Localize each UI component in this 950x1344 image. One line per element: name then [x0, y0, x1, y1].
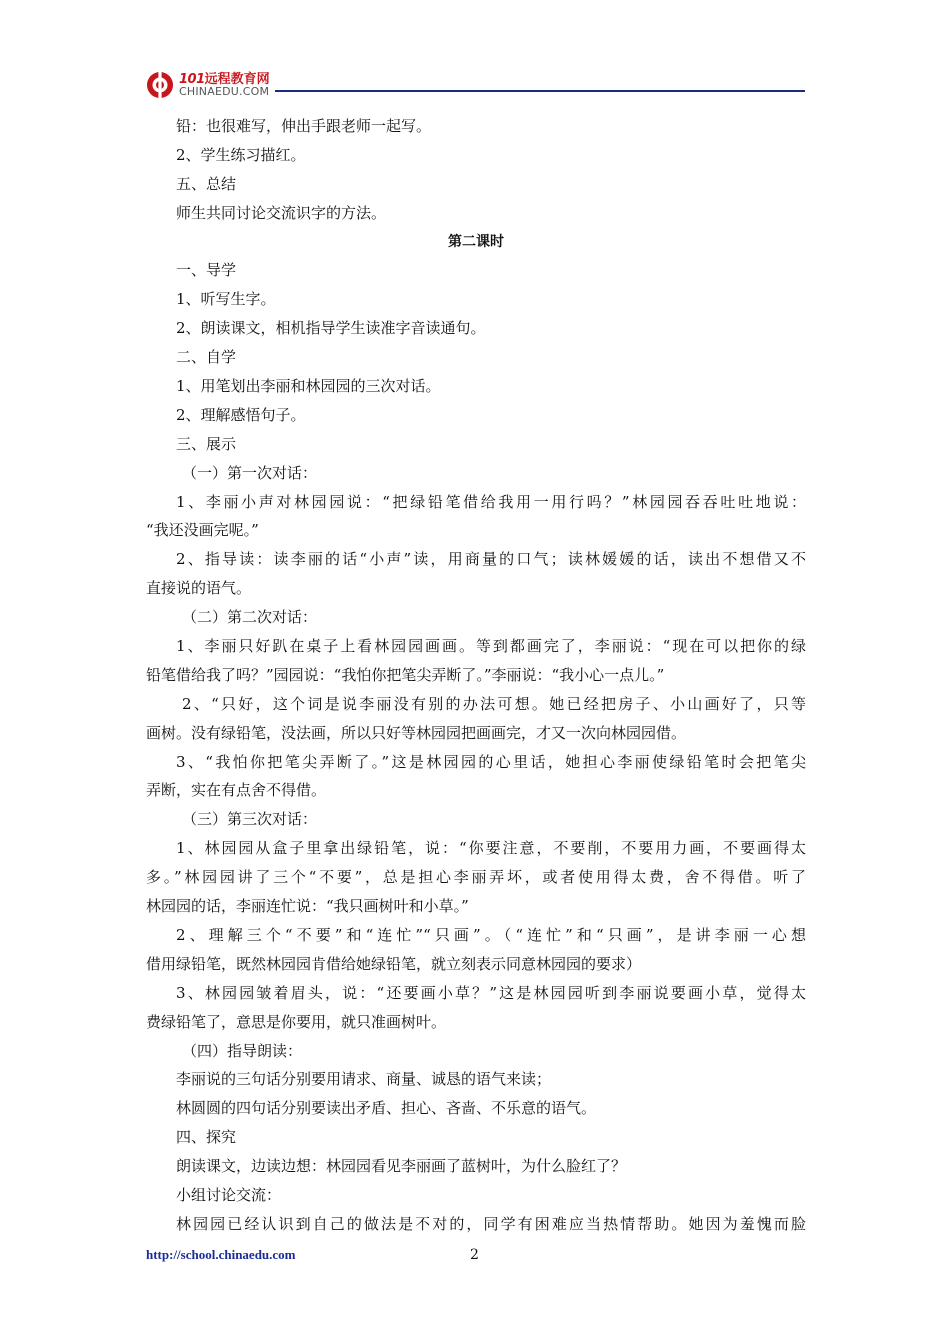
logo-number: 101 — [179, 72, 205, 87]
logo-chinese-text: 远程教育网 — [204, 72, 270, 87]
paragraph-line: 铅笔借给我了吗？”园园说：“我怕你把笔尖弄断了。”李丽说：“我小心一点儿。” — [146, 665, 665, 684]
paragraph-line: 2、指导读：读李丽的话“小声”读，用商量的口气；读林媛媛的话，读出不想借又不 — [176, 550, 806, 569]
section-heading: 四、探究 — [176, 1128, 237, 1147]
paragraph-line: 3、“我怕你把笔尖弄断了。”这是林园园的心里话，她担心李丽使绿铅笔时会把笔尖 — [176, 752, 806, 771]
paragraph-line: 2、学生练习描红。 — [176, 145, 306, 164]
paragraph-line: 2、理解三个“不要”和“连忙”“只画”。（“连忙”和“只画”，是讲李丽一心想 — [176, 925, 806, 944]
paragraph-line: 2、朗读课文，相机指导学生读准字音读通句。 — [176, 319, 486, 338]
paragraph-line: 铅：也很难写，伸出手跟老师一起写。 — [176, 117, 432, 135]
section-heading: 三、展示 — [176, 434, 237, 453]
section-heading: 二、自学 — [176, 348, 237, 367]
chinaedu-logo-icon — [145, 70, 175, 100]
paragraph-line: 画树。没有绿铅笔，没法画，所以只好等林园园把画画完，才又一次向林园园借。 — [146, 723, 687, 742]
paragraph-line: 小组讨论交流： — [176, 1185, 282, 1204]
paragraph-line: “我还没画完呢。” — [146, 521, 259, 540]
paragraph-line: 2、理解感悟句子。 — [176, 405, 306, 424]
paragraph-line: 1、用笔划出李丽和林园园的三次对话。 — [176, 377, 441, 396]
logo-english-name: CHINAEDU.COM — [179, 85, 270, 98]
paragraph-line: 李丽说的三句话分别要用请求、商量、诚恳的语气来读； — [176, 1070, 552, 1089]
section-heading: 一、导学 — [176, 261, 237, 280]
subsection-heading: （三）第三次对话： — [182, 810, 318, 829]
lesson-title: 第二课时 — [448, 233, 504, 250]
page-number: 2 — [470, 1247, 479, 1263]
paragraph-line: 林园园的话，李丽连忙说：“我只画树叶和小草。” — [146, 897, 469, 916]
paragraph-line: 师生共同讨论交流识字的方法。 — [176, 203, 387, 222]
page-header — [145, 66, 805, 106]
subsection-heading: （四）指导朗读： — [182, 1041, 303, 1060]
paragraph-line: 多。”林园园讲了三个“不要”，总是担心李丽弄坏，或者使用得太费，舍不得借。听了 — [146, 868, 806, 887]
paragraph-line: 弄断，实在有点舍不得借。 — [146, 781, 327, 800]
paragraph-line: 朗读课文，边读边想：林园园看见李丽画了蓝树叶，为什么脸红了？ — [176, 1157, 627, 1176]
paragraph-line: 林园园已经认识到自己的做法是不对的，同学有困难应当热情帮助。她因为羞愧而脸 — [176, 1214, 806, 1233]
paragraph-line: 林圆圆的四句话分别要读出矛盾、担心、吝啬、不乐意的语气。 — [176, 1099, 597, 1118]
paragraph-line: 1、听写生字。 — [176, 290, 276, 309]
paragraph-line: 借用绿铅笔，既然林园园肯借给她绿铅笔，就立刻表示同意林园园的要求） — [146, 954, 642, 973]
subsection-heading: （一）第一次对话： — [182, 463, 318, 482]
paragraph-line: 1、李丽只好趴在桌子上看林园园画画。等到都画完了，李丽说：“现在可以把你的绿 — [176, 637, 806, 656]
paragraph-line: 2、“只好，这个词是说李丽没有别的办法可想。她已经把房子、小山画好了，只等 — [182, 694, 806, 713]
subsection-heading: （二）第二次对话： — [182, 608, 318, 627]
paragraph-line: 3、林园园皱着眉头，说：“还要画小草？”这是林园园听到李丽说要画小草，觉得太 — [176, 983, 806, 1002]
document-body — [146, 112, 806, 1239]
paragraph-line: 直接说的语气。 — [146, 579, 252, 598]
footer-website-link[interactable]: http://school.chinaedu.com — [146, 1247, 296, 1262]
paragraph-line: 费绿铅笔了，意思是你要用，就只准画树叶。 — [146, 1012, 447, 1031]
paragraph-line: 1、林园园从盒子里拿出绿铅笔，说：“你要注意，不要削，不要用力画，不要画得太 — [176, 839, 806, 858]
header-rule — [275, 90, 805, 92]
paragraph-line: 1、李丽小声对林园园说：“把绿铅笔借给我用一用行吗？”林园园吞吞吐吐地说： — [176, 492, 806, 511]
section-heading: 五、总结 — [176, 174, 237, 193]
